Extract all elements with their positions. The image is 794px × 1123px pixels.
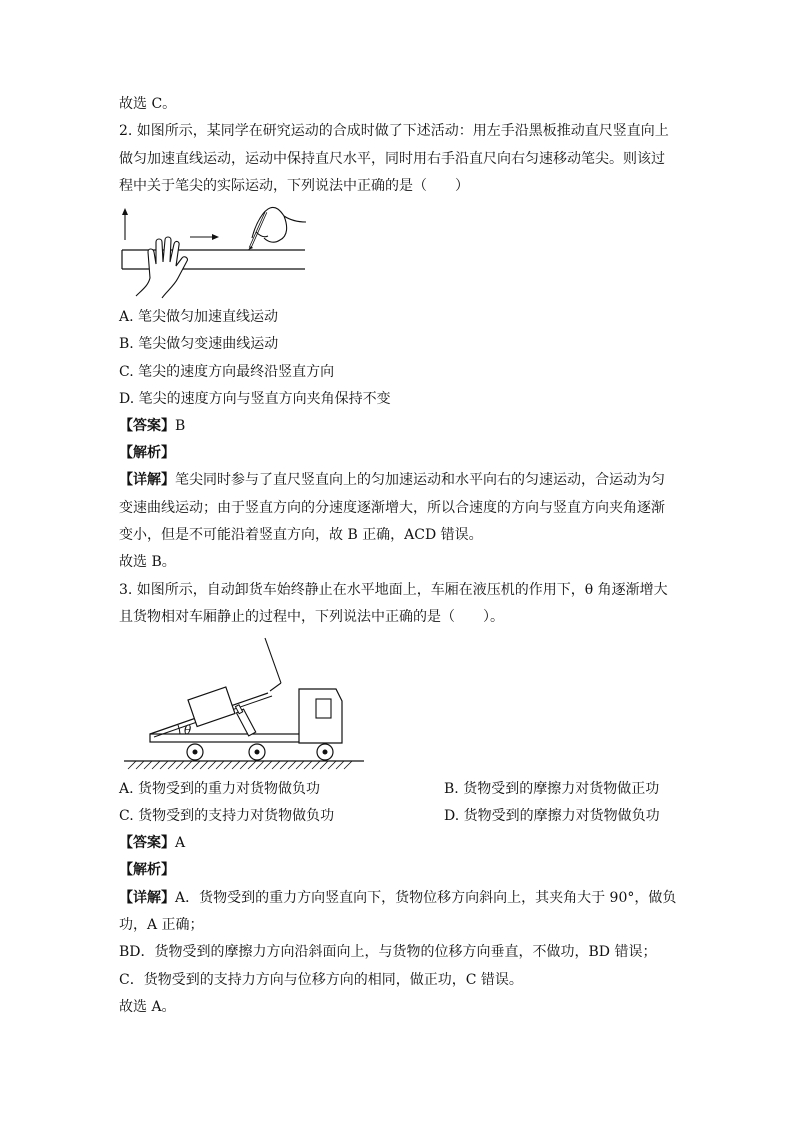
q2-option-b: B. 笔尖做匀变速曲线运动: [119, 336, 279, 352]
q2-detail-label: 【详解】: [119, 472, 175, 488]
q2-ruler-diagram: [118, 202, 312, 300]
q2-option-d: D. 笔尖的速度方向与竖直方向夹角保持不变: [119, 391, 391, 407]
q3-option-b: B. 货物受到的摩擦力对货物做正功: [444, 781, 660, 797]
q3-answer-value: A: [175, 835, 186, 851]
q3-option-d: D. 货物受到的摩擦力对货物做负功: [444, 808, 660, 824]
q3-stem-line-2: 且货物相对车厢静止的过程中，下列说法中正确的是（ ）。: [119, 609, 504, 625]
q3-option-c: C. 货物受到的支持力对货物做负功: [119, 808, 335, 824]
q2-detail-text-1: 笔尖同时参与了直尺竖直向上的匀加速运动和水平向右的匀速运动，合运动为匀: [175, 472, 665, 488]
q2-answer-label: 【答案】: [119, 418, 175, 434]
prev-conclusion: 故选 C。: [119, 96, 177, 112]
q3-answer: [119, 833, 185, 853]
q3-analysis-label: 【解析】: [119, 862, 175, 878]
truck-chassis: [150, 734, 301, 742]
q2-detail-line-3: 变小，但是不可能沿着竖直方向，故 B 正确，ACD 错误。: [119, 527, 483, 543]
q3-detail-text-1: A．货物受到的重力方向竖直向下，货物位移方向斜向上，其夹角大于 90°，做负: [175, 890, 677, 906]
q3-answer-label: 【答案】: [119, 835, 175, 851]
q3-conclusion: 故选 A。: [119, 999, 176, 1015]
tailgate: [265, 638, 281, 683]
q3-detail-line-3: BD．货物受到的摩擦力方向沿斜面向上，与货物的位移方向垂直，不做功，BD 错误；: [119, 944, 657, 960]
q3-truck-diagram: [118, 633, 364, 773]
q3-detail-line-1: [119, 888, 676, 908]
hydraulic-cylinder: [234, 704, 256, 736]
cargo-box: [188, 687, 235, 726]
q2-analysis-label: 【解析】: [119, 445, 175, 461]
q2-conclusion: 故选 B。: [119, 554, 176, 570]
q2-detail-line-2: 变速曲线运动；由于竖直方向的分速度逐渐增大，所以合速度的方向与竖直方向夹角逐渐: [119, 500, 665, 516]
q2-option-a: A. 笔尖做匀加速直线运动: [119, 309, 279, 325]
q2-answer: [119, 416, 185, 436]
wheel: [187, 744, 333, 760]
q2-option-c: C. 笔尖的速度方向最终沿竖直方向: [119, 364, 335, 380]
q3-detail-line-4: C．货物受到的支持力方向与位移方向的相同，做正功，C 错误。: [119, 972, 523, 988]
q2-answer-value: B: [175, 418, 186, 434]
theta-arc: [178, 725, 180, 734]
q3-option-a: A. 货物受到的重力对货物做负功: [119, 781, 321, 797]
q2-stem-line-2: 做匀加速直线运动，运动中保持直尺水平，同时用右手沿直尺向右匀速移动笔尖。则该过: [119, 151, 665, 167]
q2-stem-line-3: 程中关于笔尖的实际运动，下列说法中正确的是（ ）: [119, 178, 469, 194]
q2-detail-line-1: [119, 470, 665, 490]
q3-detail-label: 【详解】: [119, 890, 175, 906]
theta-label: θ: [184, 723, 192, 737]
q3-stem-line-1: 3. 如图所示，自动卸货车始终静止在水平地面上，车厢在液压机的作用下，θ 角逐渐增大: [119, 582, 668, 598]
q2-stem-line-1: 2. 如图所示，某同学在研究运动的合成时做了下述活动：用左手沿黑板推动直尺竖直向上: [119, 123, 669, 139]
left-hand-icon: [136, 237, 187, 298]
q3-detail-line-2: 功，A 正确；: [119, 917, 204, 933]
cab-window: [316, 699, 331, 718]
